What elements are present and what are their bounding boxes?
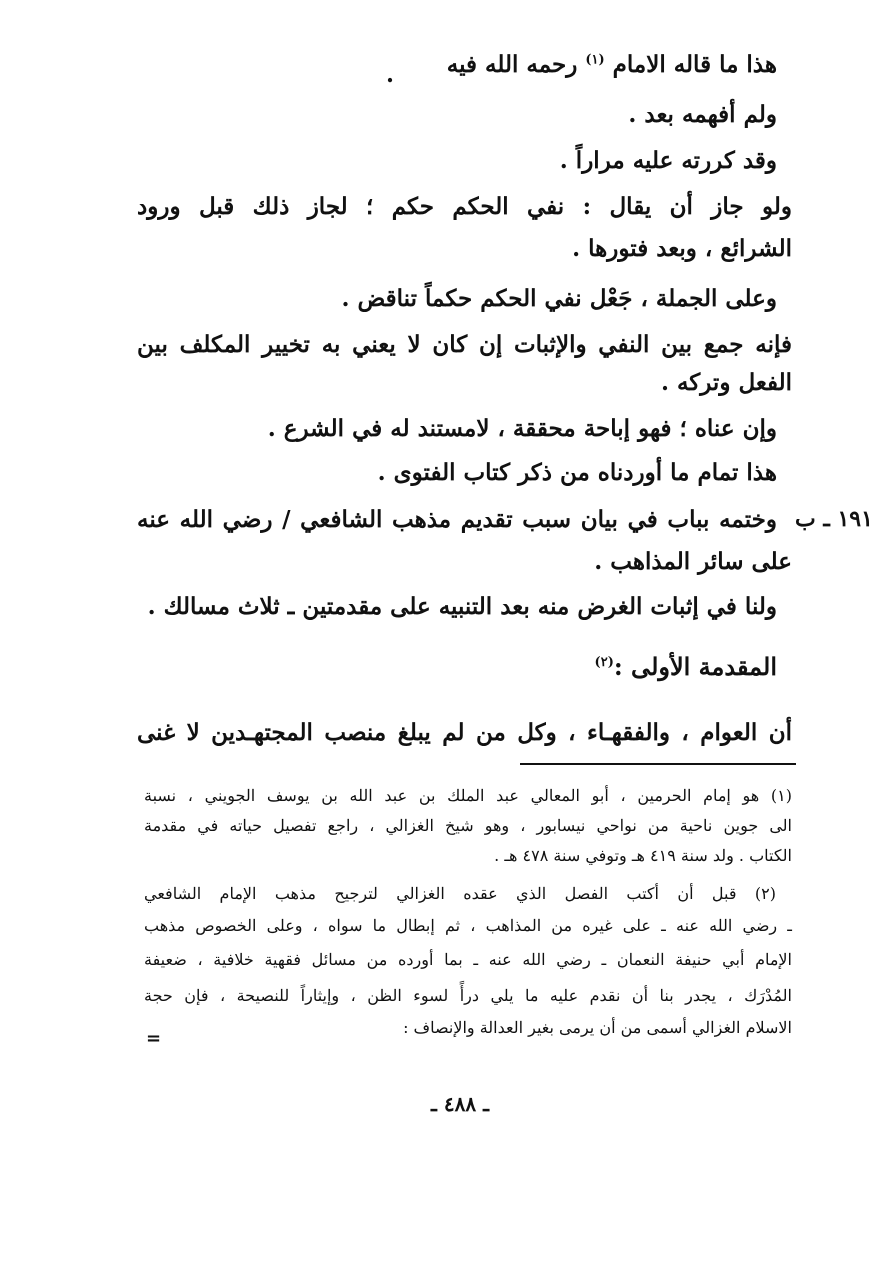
footnote-ref-1: (١) (585, 52, 605, 68)
main-text-line-1 (137, 48, 777, 82)
main-text-line-4: وقد كررته عليه مراراً . (559, 147, 777, 174)
main-text-line-5: ولو جاز أن يقال : نفي الحكم حكم ؛ لجاز ذلك قبل ورود (137, 193, 792, 220)
main-text-line-6: الشرائع ، وبعد فتورها . (572, 235, 792, 262)
section-heading-text: المقدمة الأولى : (613, 652, 777, 681)
footnote-1-line-1: (١) هو إمام الحرمين ، أبو المعالي عبد الملك بن عبد الله بن يوسف الجويني ، نسبة (144, 786, 792, 805)
main-text-line-14: ولنا في إثبات الغرض منه بعد التنبيه على مقدمتين ـ ثلاث مسالك . (147, 593, 777, 620)
page-number: ـ ٤٨٨ ـ (431, 1092, 489, 1116)
main-text-line-11: هذا تمام ما أوردناه من ذكر كتاب الفتوى . (377, 459, 777, 486)
main-text-line-7: وعلى الجملة ، جَعْل نفي الحكم حكماً تناقض . (341, 285, 777, 312)
main-text-line-15: أن العوام ، والفقهـاء ، وكل من لم يبلغ منصب المجتهـدين لا غنى (137, 719, 792, 746)
footnote-1-line-2: الى جوين ناحية من نواحي نيسابور ، وهو شيخ الغزالي ، راجع تفصيل حياته في مقدمة (144, 816, 792, 835)
footnote-2-line-4: المُدْرَك ، يجدر بنا أن نقدم عليه ما يلي درأً لسوء الظن ، وإيثاراً للنصيحة ، فإن حجة (144, 986, 792, 1005)
main-text-line-9: الفعل وتركه . (660, 369, 792, 396)
main-text-line-1-end: رحمه الله فيه (446, 51, 578, 78)
footnote-separator (520, 763, 796, 765)
main-text-line-1-start: هذا ما قاله الامام (612, 51, 777, 78)
margin-folio-note: ١٩١ ـ ب (795, 506, 873, 532)
footnote-2-line-2: ـ رضي الله عنه ـ على غيره من المذاهب ، ثم إبطال ما سواه ، وعلى الخصوص مذهب (144, 916, 792, 935)
section-heading (137, 652, 777, 681)
main-text-line-8: فإنه جمع بين النفي والإثبات إن كان لا يعني به تخيير المكلف بين (137, 331, 792, 358)
footnote-2-line-1: (٢) قبل أن أكتب الفصل الذي عقده الغزالي لترجيح مذهب الإمام الشافعي (144, 884, 776, 903)
main-text-line-2: . (385, 61, 394, 88)
main-text-line-12: وختمه بباب في بيان سبب تقديم مذهب الشافعي / رضي الله عنه (137, 506, 777, 533)
main-text-line-13: على سائر المذاهب . (594, 548, 792, 575)
footnote-1-line-3: الكتاب . ولد سنة ٤١٩ هـ وتوفي سنة ٤٧٨ هـ . (494, 846, 792, 865)
footnote-2-line-3: الإمام أبي حنيفة النعمان ـ رضي الله عنه ـ بما أورده من مسائل فقهية خلافية ، ضعيفة (144, 950, 792, 969)
footnote-2-line-5: الاسلام الغزالي أسمى من أن يرمى بغير العدالة والإنصاف : (403, 1018, 792, 1037)
main-text-line-10: وإن عناه ؛ فهو إباحة محققة ، لامستند له في الشرع . (267, 415, 777, 442)
continuation-mark: = (146, 1028, 162, 1049)
footnote-ref-2: (٢) (594, 655, 614, 670)
main-text-line-3: ولم أفهمه بعد . (628, 101, 777, 128)
